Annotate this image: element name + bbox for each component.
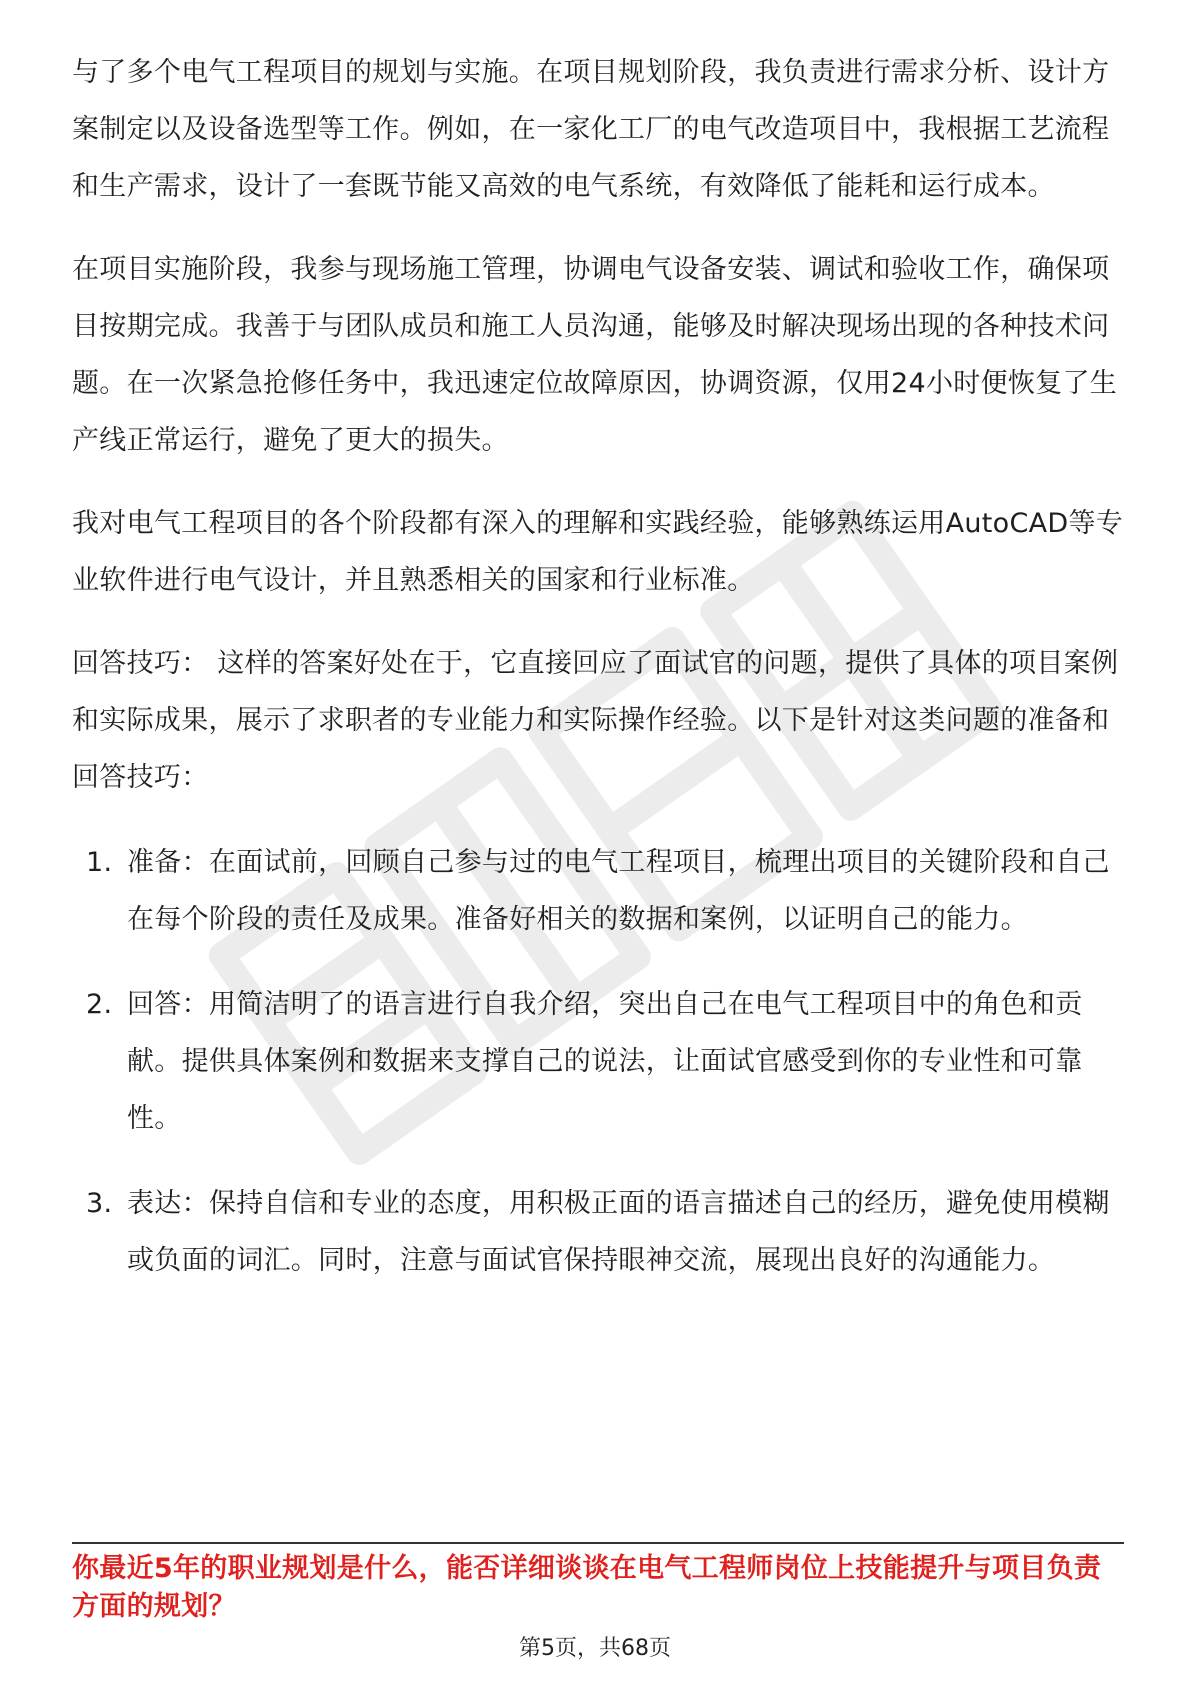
main-content bbox=[72, 44, 1124, 1317]
paragraph-experience-summary: 我对电气工程项目的各个阶段都有深入的理解和实践经验，能够熟练运用AutoCAD等专业软件进行电气设计，并且熟悉相关的国家和行业标准。 bbox=[72, 508, 1124, 596]
list-item-number: 3. bbox=[86, 1188, 113, 1219]
list-item bbox=[72, 1175, 1124, 1289]
next-question-heading: 你最近5年的职业规划是什么，能否详细谈谈在电气工程师岗位上技能提升与项目负责方面的规划？ bbox=[72, 1553, 1102, 1622]
list-item bbox=[72, 834, 1124, 948]
list-item-text: 表达：保持自信和专业的态度，用积极正面的语言描述自己的经历，避免使用模糊或负面的词汇。同时，注意与面试官保持眼神交流，展现出良好的沟通能力。 bbox=[127, 1188, 1110, 1276]
list-item-number: 1. bbox=[86, 847, 113, 878]
tips-intro-text: 这样的答案好处在于，它直接回应了面试官的问题，提供了具体的项目案例和实际成果，展示了求职者的专业能力和实际操作经验。以下是针对这类问题的准备和回答技巧： bbox=[72, 648, 1119, 793]
list-item-text: 准备：在面试前，回顾自己参与过的电气工程项目，梳理出项目的关键阶段和自己在每个阶段的责任及成果。准备好相关的数据和案例，以证明自己的能力。 bbox=[127, 847, 1110, 935]
tips-list bbox=[72, 834, 1124, 1289]
paragraph-project-implementation: 在项目实施阶段，我参与现场施工管理，协调电气设备安装、调试和验收工作，确保项目按期完成。我善于与团队成员和施工人员沟通，能够及时解决现场出现的各种技术问题。在一次紧急抢修任务中，我迅速定位故障原因，协调资源，仅用24小时便恢复了生产线正常运行，避免了更大的损失。 bbox=[72, 254, 1118, 456]
page-number: 第5页，共68页 bbox=[519, 1636, 671, 1661]
list-item bbox=[72, 976, 1124, 1147]
section-divider bbox=[72, 1542, 1124, 1544]
tips-intro-label: 回答技巧： bbox=[72, 648, 209, 679]
tips-intro bbox=[72, 635, 1124, 806]
paragraph-project-planning: 与了多个电气工程项目的规划与实施。在项目规划阶段，我负责进行需求分析、设计方案制定以及设备选型等工作。例如，在一家化工厂的电气改造项目中，我根据工艺流程和生产需求，设计了一套既节能又高效的电气系统，有效降低了能耗和运行成本。 bbox=[72, 57, 1110, 202]
list-item-number: 2. bbox=[86, 989, 113, 1020]
list-item-text: 回答：用简洁明了的语言进行自我介绍，突出自己在电气工程项目中的角色和贡献。提供具体案例和数据来支撑自己的说法，让面试官感受到你的专业性和可靠性。 bbox=[127, 989, 1083, 1134]
